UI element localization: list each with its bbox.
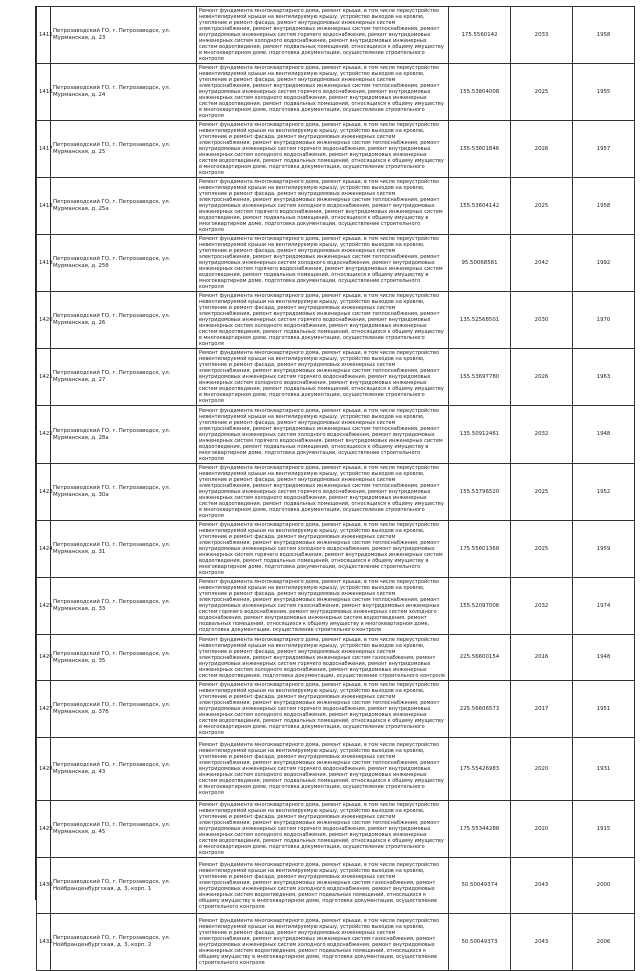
- cost-cell: 155.53604142: [449, 178, 511, 235]
- build-year-cell: 1948: [573, 406, 635, 464]
- address-cell: Петрозаводский ГО, г. Петрозаводск, ул. Мурманская, д. 25: [51, 121, 197, 178]
- planned-year-cell: 2025: [511, 521, 573, 578]
- table-row: [37, 681, 635, 738]
- table-row: [37, 914, 635, 971]
- address-cell: Петрозаводский ГО, г. Петрозаводск, ул. Мурманская, д. 30а: [51, 464, 197, 521]
- row-number: 1418: [37, 178, 51, 235]
- address-cell: Петрозаводский ГО, г. Петрозаводск, ул. Мурманская, д. 28а: [51, 406, 197, 464]
- table-body: [37, 7, 635, 971]
- row-number: 1419: [37, 235, 51, 292]
- build-year-cell: 1948: [573, 635, 635, 681]
- row-number: 1429: [37, 801, 51, 858]
- build-year-cell: 1952: [573, 464, 635, 521]
- build-year-cell: 1951: [573, 681, 635, 738]
- planned-year-cell: 2020: [511, 738, 573, 801]
- cost-cell: 175.55426983: [449, 738, 511, 801]
- work-description-cell: Ремонт фундамента многоквартирного дома, ремонт крыши, в том числе переустройство невентилируемой крыши на вентилируемую крышу, устройство выходов на кровлю, утепление и ремонт фасада, ремонт внутридомовых инженерных систем электроснабжения, ремонт внутридомовых инженерных систем теплоснабжения, ремонт внутридомовых инженерных систем горячего водоснабжения, ремонт внутридомовых инженерных систем холодного водоснабжения, ремонт внутридомовых инженерных систем водоотведения, ремонт подвальных помещений, относящихся к общему имуществу в многоквартирном доме, подготовка документации, осуществление строительного контроля: [197, 292, 449, 349]
- cost-cell: 225.56606573: [449, 681, 511, 738]
- document-page: [35, 6, 635, 966]
- row-number: 1415: [37, 7, 51, 64]
- work-description-cell: Ремонт фундамента многоквартирного дома, ремонт крыши, в том числе переустройство невентилируемой крыши на вентилируемую крышу, устройство выходов на кровлю, утепление и ремонт фасада, ремонт внутридомовых инженерных систем электроснабжения, ремонт внутридомовых инженерных систем теплоснабжения, ремонт внутридомовых инженерных систем горячего водоснабжения, ремонт внутридомовых инженерных систем холодного водоснабжения, ремонт внутридомовых инженерных систем водоотведения, ремонт подвальных помещений, относящихся к общему имуществу в многоквартирном доме, подготовка документации, осуществление строительного контроля: [197, 121, 449, 178]
- address-cell: Петрозаводский ГО, г. Петрозаводск, ул. Мурманская, д. 35: [51, 635, 197, 681]
- row-number: 1426: [37, 635, 51, 681]
- planned-year-cell: 2020: [511, 801, 573, 858]
- planned-year-cell: 2025: [511, 464, 573, 521]
- work-description-cell: Ремонт фундамента многоквартирного дома, ремонт крыши, в том числе переустройство невентилируемой крыши на вентилируемую крышу, устройство выходов на кровлю, утепление и ремонт фасада, ремонт внутридомовых инженерных систем электроснабжения, ремонт внутридомовых инженерных систем теплоснабжения, ремонт внутридомовых инженерных систем горячего водоснабжения, ремонт внутридомовых инженерных систем холодного водоснабжения, ремонт внутридомовых инженерных систем водоотведения, ремонт подвальных помещений, относящихся к общему имуществу в многоквартирном доме, подготовка документации, осуществление строительного контроля: [197, 64, 449, 121]
- work-description-cell: Ремонт фундамента многоквартирного дома, ремонт крыши, в том числе переустройство невентилируемой крыши на вентилируемую крышу, устройство выходов на кровлю, утепление и ремонт фасада, ремонт внутридомовых инженерных систем электроснабжения, ремонт внутридомовых инженерных систем теплоснабжения, ремонт внутридомовых инженерных систем горячего водоснабжения, ремонт внутридомовых инженерных систем холодного водоснабжения, ремонт внутридомовых инженерных систем водоотведения, ремонт подвальных помещений, относящихся к общему имуществу в многоквартирном доме, подготовка документации, осуществление строительного контроля: [197, 801, 449, 858]
- address-cell: Петрозаводский ГО, г. Петрозаводск, ул. Мурманская, д. 23: [51, 7, 197, 64]
- planned-year-cell: 2017: [511, 681, 573, 738]
- planned-year-cell: 2043: [511, 914, 573, 971]
- table-row: [37, 406, 635, 464]
- build-year-cell: 2006: [573, 914, 635, 971]
- row-number: 1424: [37, 521, 51, 578]
- cost-cell: 155.53796520: [449, 464, 511, 521]
- planned-year-cell: 2033: [511, 7, 573, 64]
- row-number: 1423: [37, 464, 51, 521]
- row-number: 1417: [37, 121, 51, 178]
- repair-program-table: [36, 6, 635, 971]
- work-description-cell: Ремонт фундамента многоквартирного дома, ремонт крыши, в том числе переустройство невентилируемой крыши на вентилируемую крышу, устройство выходов на кровлю, утепление и ремонт фасада, ремонт внутридомовых инженерных систем электроснабжения, ремонт внутридомовых инженерных систем газоснабжения, ремонт внутридомовых инженерных систем холодного водоснабжения, ремонт внутридомовых инженерных систем водоотведения, ремонт подвальных помещений, относящихся к общему имуществу в многоквартирном доме, подготовка документации, осуществление строительного контроля: [197, 914, 449, 971]
- cost-cell: 155.53804008: [449, 64, 511, 121]
- row-number: 1416: [37, 64, 51, 121]
- work-description-cell: Ремонт фундамента многоквартирного дома, ремонт крыши, в том числе переустройство невентилируемой крыши на вентилируемую крышу, устройство выходов на кровлю, утепление и ремонт фасада, ремонт внутридомовых инженерных систем электроснабжения, ремонт внутридомовых инженерных систем теплоснабжения, ремонт внутридомовых инженерных систем горячего водоснабжения, ремонт внутридомовых инженерных систем холодного водоснабжения, ремонт внутридомовых инженерных систем водоотведения, ремонт подвальных помещений, относящихся к общему имуществу в многоквартирном доме, подготовка документации, осуществление строительного контроля: [197, 464, 449, 521]
- work-description-cell: Ремонт фундамента многоквартирного дома, ремонт крыши, в том числе переустройство невентилируемой крыши на вентилируемую крышу, устройство выходов на кровлю, утепление и ремонт фасада, ремонт внутридомовых инженерных систем электроснабжения, ремонт внутридомовых инженерных систем теплоснабжения, ремонт внутридомовых инженерных систем газоснабжения, ремонт внутридомовых инженерных систем горячего водоснабжения, ремонт внутридомовых инженерных систем холодного водоснабжения, ремонт внутридомовых инженерных систем водоотведения, ремонт подвальных помещений, относящихся к общему имуществу в многоквартирном доме, подготовка документации, осуществление строительного контроля: [197, 578, 449, 635]
- work-description-cell: Ремонт фундамента многоквартирного дома, ремонт крыши, в том числе переустройство невентилируемой крыши на вентилируемую крышу, устройство выходов на кровлю, утепление и ремонт фасада, ремонт внутридомовых инженерных систем электроснабжения, ремонт внутридомовых инженерных систем теплоснабжения, ремонт внутридомовых инженерных систем холодного водоснабжения, ремонт внутридомовых инженерных систем горячего водоснабжения, ремонт внутридомовых инженерных систем водоотведения, ремонт подвальных помещений, относящихся к общему имуществу в многоквартирном доме, подготовка документации, осуществление строительного контроля: [197, 235, 449, 292]
- build-year-cell: 1974: [573, 578, 635, 635]
- planned-year-cell: 2030: [511, 292, 573, 349]
- row-number: 1431: [37, 914, 51, 971]
- table-row: [37, 235, 635, 292]
- table-row: [37, 349, 635, 406]
- planned-year-cell: 2026: [511, 349, 573, 406]
- row-number: 1430: [37, 858, 51, 914]
- row-number: 1420: [37, 292, 51, 349]
- work-description-cell: Ремонт фундамента многоквартирного дома, ремонт крыши, в том числе переустройство невентилируемой крыши на вентилируемую крышу, устройство выходов на кровлю, утепление и ремонт фасада, ремонт внутридомовых инженерных систем электроснабжения, ремонт внутридомовых инженерных систем теплоснабжения, ремонт внутридомовых инженерных систем холодного водоснабжения, ремонт внутридомовых инженерных систем горячего водоснабжения, ремонт внутридомовых инженерных систем водоотведения, ремонт подвальных помещений, относящихся к общему имуществу в многоквартирном доме, подготовка документации, осуществление строительного контроля: [197, 521, 449, 578]
- address-cell: Петрозаводский ГО, г. Петрозаводск, ул. Мурманская, д. 43: [51, 738, 197, 801]
- table-row: [37, 801, 635, 858]
- build-year-cell: 1970: [573, 292, 635, 349]
- build-year-cell: 1931: [573, 738, 635, 801]
- row-number: 1422: [37, 406, 51, 464]
- row-number: 1428: [37, 738, 51, 801]
- row-number: 1427: [37, 681, 51, 738]
- address-cell: Петрозаводский ГО, г. Петрозаводск, ул. Нойбранденбургская, д. 3, корп. 1: [51, 858, 197, 914]
- table-row: [37, 464, 635, 521]
- cost-cell: 175.5560142: [449, 7, 511, 64]
- cost-cell: 225.56600154: [449, 635, 511, 681]
- row-number: 1421: [37, 349, 51, 406]
- build-year-cell: 1915: [573, 801, 635, 858]
- cost-cell: 155.53697780: [449, 349, 511, 406]
- cost-cell: 175.55601368: [449, 521, 511, 578]
- build-year-cell: 1992: [573, 235, 635, 292]
- table-row: [37, 64, 635, 121]
- planned-year-cell: 2025: [511, 64, 573, 121]
- address-cell: Петрозаводский ГО, г. Петрозаводск, ул. Мурманская, д. 37б: [51, 681, 197, 738]
- address-cell: Петрозаводский ГО, г. Петрозаводск, ул. Нойбранденбургская, д. 3, корп. 2: [51, 914, 197, 971]
- build-year-cell: 1957: [573, 121, 635, 178]
- build-year-cell: 1958: [573, 178, 635, 235]
- build-year-cell: 1963: [573, 349, 635, 406]
- build-year-cell: 1959: [573, 521, 635, 578]
- address-cell: Петрозаводский ГО, г. Петрозаводск, ул. Мурманская, д. 25б: [51, 235, 197, 292]
- planned-year-cell: 2026: [511, 121, 573, 178]
- cost-cell: 155.53601846: [449, 121, 511, 178]
- work-description-cell: Ремонт фундамента многоквартирного дома, ремонт крыши, в том числе переустройство невентилируемой крыши на вентилируемую крышу, устройство выходов на кровлю, утепление и ремонт фасада, ремонт внутридомовых инженерных систем электроснабжения, ремонт внутридомовых инженерных систем теплоснабжения, ремонт внутридомовых инженерных систем горячего водоснабжения, ремонт внутридомовых инженерных систем холодного водоснабжения, ремонт внутридомовых инженерных систем водоотведения, ремонт подвальных помещений, относящихся к общему имуществу в многоквартирном доме, подготовка документации, осуществление строительного контроля: [197, 349, 449, 406]
- work-description-cell: Ремонт фундамента многоквартирного дома, ремонт крыши, в том числе переустройство невентилируемой крыши на вентилируемую крышу, устройство выходов на кровлю, утепление и ремонт фасада, ремонт внутридомовых инженерных систем электроснабжения, ремонт внутридомовых инженерных систем газоснабжения, ремонт внутридомовых инженерных систем холодного водоснабжения, ремонт внутридомовых инженерных систем водоотведения, ремонт подвальных помещений, относящихся к общему имуществу в многоквартирном доме, подготовка документации, осуществление строительного контроля: [197, 858, 449, 914]
- planned-year-cell: 2016: [511, 635, 573, 681]
- cost-cell: 175.55344288: [449, 801, 511, 858]
- address-cell: Петрозаводский ГО, г. Петрозаводск, ул. Мурманская, д. 33: [51, 578, 197, 635]
- build-year-cell: 2000: [573, 858, 635, 914]
- table-row: [37, 858, 635, 914]
- cost-cell: 50.50049373: [449, 914, 511, 971]
- table-row: [37, 121, 635, 178]
- work-description-cell: Ремонт фундамента многоквартирного дома, ремонт крыши, в том числе переустройство невентилируемой крыши на вентилируемую крышу, устройство выходов на кровлю, утепление и ремонт фасада, ремонт внутридомовых инженерных систем электроснабжения, ремонт внутридомовых инженерных систем теплоснабжения, ремонт внутридомовых инженерных систем горячего водоснабжения, ремонт внутридомовых инженерных систем холодного водоснабжения, ремонт внутридомовых инженерных систем водоотведения, ремонт подвальных помещений, относящихся к общему имуществу в многоквартирном доме, подготовка документации, осуществление строительного контроля: [197, 7, 449, 64]
- cost-cell: 135.50912461: [449, 406, 511, 464]
- table-row: [37, 7, 635, 64]
- planned-year-cell: 2032: [511, 406, 573, 464]
- table-row: [37, 635, 635, 681]
- address-cell: Петрозаводский ГО, г. Петрозаводск, ул. Мурманская, д. 26: [51, 292, 197, 349]
- cost-cell: 155.52097006: [449, 578, 511, 635]
- cost-cell: 135.52568501: [449, 292, 511, 349]
- cost-cell: 50.50049374: [449, 858, 511, 914]
- table-row: [37, 578, 635, 635]
- work-description-cell: Ремонт фундамента многоквартирного дома, ремонт крыши, в том числе переустройство невентилируемой крыши на вентилируемую крышу, устройство выходов на кровлю, утепление и ремонт фасада, ремонт внутридомовых инженерных систем электроснабжения, ремонт внутридомовых инженерных систем теплоснабжения, ремонт внутридомовых инженерных систем холодного водоснабжения, ремонт внутридомовых инженерных систем горячего водоснабжения, ремонт внутридомовых инженерных систем водоотведения, ремонт подвальных помещений, относящихся к общему имуществу в многоквартирном доме, подготовка документации, осуществление строительного контроля: [197, 178, 449, 235]
- work-description-cell: Ремонт фундамента многоквартирного дома, ремонт крыши, в том числе переустройство невентилируемой крыши на вентилируемую крышу, устройство выходов на кровлю, утепление и ремонт фасада, ремонт внутридомовых инженерных систем электроснабжения, ремонт внутридомовых инженерных систем теплоснабжения, ремонт внутридомовых инженерных систем горячего водоснабжения, ремонт внутридомовых инженерных систем холодного водоснабжения, ремонт внутридомовых инженерных систем водоотведения, ремонт подвальных помещений, относящихся к общему имуществу в многоквартирном доме, подготовка документации, осуществление строительного контроля: [197, 738, 449, 801]
- build-year-cell: 1955: [573, 64, 635, 121]
- planned-year-cell: 2043: [511, 858, 573, 914]
- table-row: [37, 178, 635, 235]
- address-cell: Петрозаводский ГО, г. Петрозаводск, ул. Мурманская, д. 45: [51, 801, 197, 858]
- planned-year-cell: 2042: [511, 235, 573, 292]
- address-cell: Петрозаводский ГО, г. Петрозаводск, ул. Мурманская, д. 27: [51, 349, 197, 406]
- build-year-cell: 1958: [573, 7, 635, 64]
- work-description-cell: Ремонт фундамента многоквартирного дома, ремонт крыши, в том числе переустройство невентилируемой крыши на вентилируемую крышу, устройство выходов на кровлю, утепление и ремонт фасада, ремонт внутридомовых инженерных систем электроснабжения, ремонт внутридомовых инженерных систем газоснабжения, ремонт внутридомовых инженерных систем горячего водоснабжения, ремонт внутридомовых инженерных систем холодного водоснабжения, ремонт внутридомовых инженерных систем водоотведения, подготовка документации, осуществление строительного контроля: [197, 635, 449, 681]
- address-cell: Петрозаводский ГО, г. Петрозаводск, ул. Мурманская, д. 31: [51, 521, 197, 578]
- row-number: 1425: [37, 578, 51, 635]
- work-description-cell: Ремонт фундамента многоквартирного дома, ремонт крыши, в том числе переустройство невентилируемой крыши на вентилируемую крышу, устройство выходов на кровлю, утепление и ремонт фасада, ремонт внутридомовых инженерных систем электроснабжения, ремонт внутридомовых инженерных систем теплоснабжения, ремонт внутридомовых инженерных систем холодного водоснабжения, ремонт внутридомовых инженерных систем горячего водоснабжения, ремонт внутридомовых инженерных систем водоотведения, ремонт подвальных помещений, относящихся к общему имуществу в многоквартирном доме, подготовка документации, осуществление строительного контроля: [197, 406, 449, 464]
- planned-year-cell: 2032: [511, 578, 573, 635]
- table-row: [37, 521, 635, 578]
- work-description-cell: Ремонт фундамента многоквартирного дома, ремонт крыши, в том числе переустройство невентилируемой крыши на вентилируемую крышу, устройство выходов на кровлю, утепление и ремонт фасада, ремонт внутридомовых инженерных систем электроснабжения, ремонт внутридомовых инженерных систем теплоснабжения, ремонт внутридомовых инженерных систем горячего водоснабжения, ремонт внутридомовых инженерных систем холодного водоснабжения, ремонт внутридомовых инженерных систем водоотведения, ремонт подвальных помещений, относящихся к общему имуществу в многоквартирном доме, подготовка документации, осуществление строительного контроля: [197, 681, 449, 738]
- address-cell: Петрозаводский ГО, г. Петрозаводск, ул. Мурманская, д. 25а: [51, 178, 197, 235]
- planned-year-cell: 2025: [511, 178, 573, 235]
- table-row: [37, 292, 635, 349]
- table-row: [37, 738, 635, 801]
- cost-cell: 95.50068581: [449, 235, 511, 292]
- address-cell: Петрозаводский ГО, г. Петрозаводск, ул. Мурманская, д. 24: [51, 64, 197, 121]
